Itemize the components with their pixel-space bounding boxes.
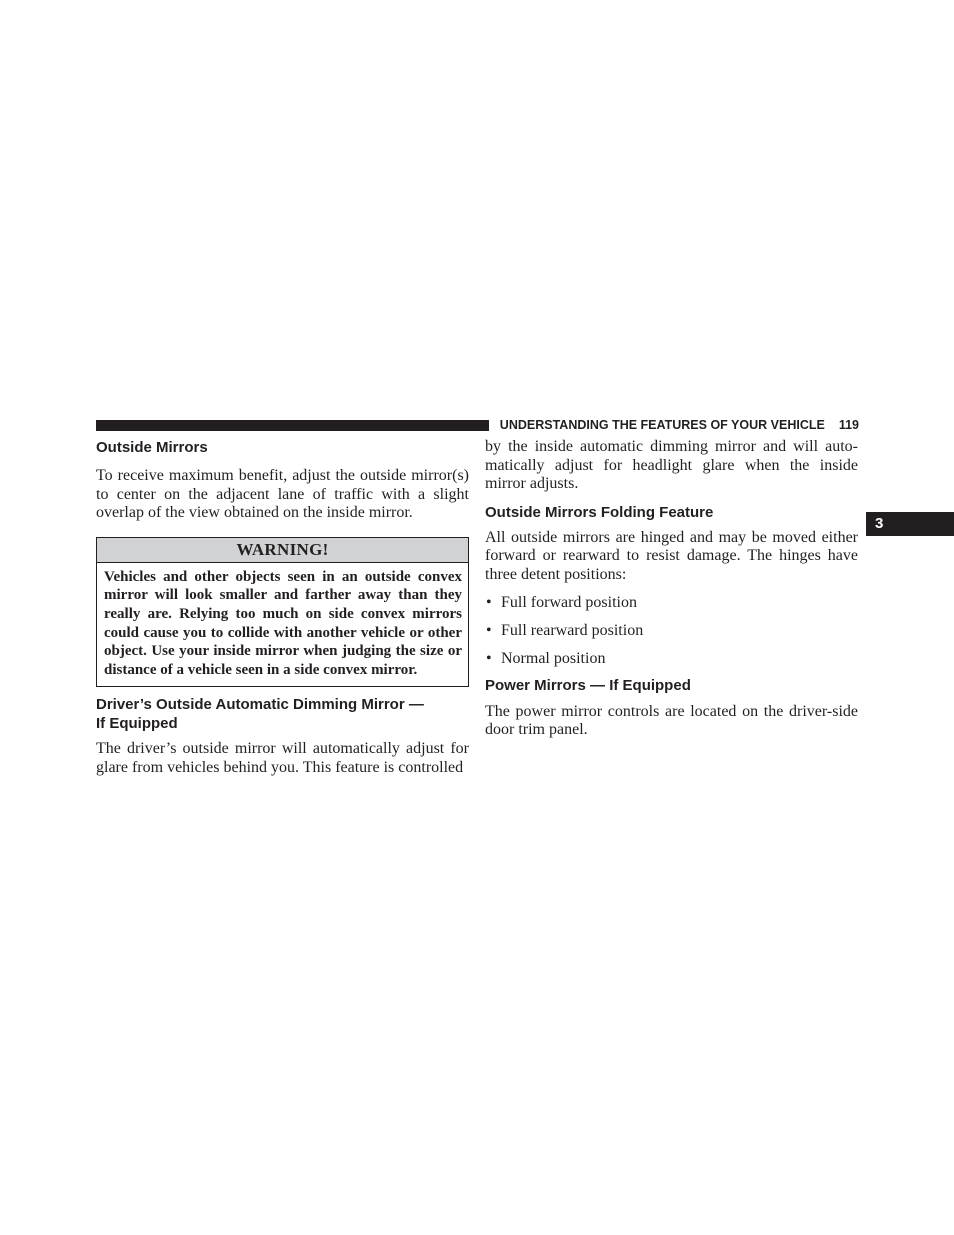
page-number: 119 bbox=[838, 418, 859, 432]
left-column bbox=[96, 438, 469, 778]
dimming-mirror-heading bbox=[96, 695, 469, 733]
chapter-number: 3 bbox=[875, 515, 884, 532]
power-mirrors-heading: Power Mirrors — If Equipped bbox=[485, 676, 691, 694]
bullet-icon: • bbox=[486, 621, 492, 639]
list-item-text: Full rearward position bbox=[501, 621, 644, 639]
chapter-tab bbox=[866, 512, 954, 536]
dimming-mirror-heading-line1: Driver’s Outside Automatic Dimming Mirror — bbox=[96, 696, 424, 714]
list-item bbox=[485, 594, 858, 613]
list-item bbox=[485, 622, 858, 641]
list-item-text: Full forward position bbox=[501, 593, 637, 611]
folding-feature-paragraph: All outside mirrors are hinged and may be moved either forward or rearward to resist damage. The hinges have three detent positions: bbox=[485, 528, 858, 583]
power-mirrors-paragraph: The power mirror controls are located on the driver-side door trim panel. bbox=[485, 702, 858, 739]
bullet-icon: • bbox=[486, 649, 492, 667]
dimming-mirror-heading-line2: If Equipped bbox=[96, 715, 178, 733]
list-item bbox=[485, 650, 858, 669]
folding-feature-heading: Outside Mirrors Folding Feature bbox=[485, 503, 714, 521]
bullet-icon: • bbox=[486, 593, 492, 611]
warning-title: WARNING! bbox=[97, 538, 468, 563]
warning-box bbox=[96, 537, 469, 688]
warning-text: Vehicles and other objects seen in an outside convex mirror will look smaller and farther away than they really are. Relying too much on side convex mirrors could cause you to collide with another vehicle or other object. Use your inside mirror when judging the size or distance of a vehicle seen in a side convex mirror. bbox=[104, 568, 462, 678]
section-title: UNDERSTANDING THE FEATURES OF YOUR VEHICLE bbox=[499, 418, 825, 432]
list-item-text: Normal position bbox=[501, 649, 606, 667]
header-rule-bar bbox=[96, 420, 489, 431]
outside-mirrors-heading: Outside Mirrors bbox=[96, 439, 208, 456]
dimming-continued-paragraph: by the inside automatic dimming mirror and will automatically adjust for headlight glare when the inside mirror adjusts. bbox=[485, 438, 858, 493]
detent-positions-list bbox=[485, 594, 858, 669]
outside-mirrors-paragraph: To receive maximum benefit, adjust the outside mirror(s) to center on the adjacent lane of traffic with a slight overlap of the view obtained on the inside mirror. bbox=[96, 467, 469, 522]
right-column bbox=[485, 438, 858, 740]
running-header bbox=[499, 417, 859, 433]
dimming-mirror-paragraph: The driver’s outside mirror will automatically adjust for glare from vehicles behind you. This feature is controlled bbox=[96, 740, 469, 776]
